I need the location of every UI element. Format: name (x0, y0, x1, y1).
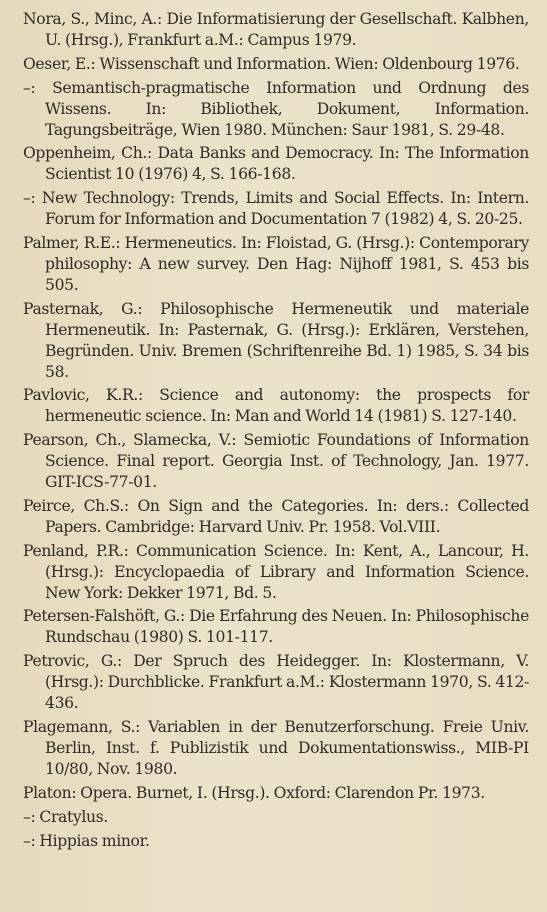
reference-author: –: (23, 78, 36, 97)
reference-entry (23, 651, 529, 714)
reference-entry (23, 299, 529, 383)
reference-text: Semiotic Foundations of Information Science. Final report. Georgia Inst. of Technology, Jan. 1977. GIT-ICS-77-01. (45, 431, 529, 492)
reference-text: Hermeneutics. In: Floistad, G. (Hrsg.): Contemporary philosophy: A new survey. Den Hag: Nijhoff 1981, S. 453 bis 505. (45, 234, 529, 294)
reference-entry (23, 54, 529, 75)
reference-author: Oppenheim, Ch.: (23, 144, 152, 163)
reference-text: New Technology: Trends, Limits and Social Effects. In: Intern. Forum for Information and Documentation 7 (1982) 4, S. 20-25. (41, 189, 529, 229)
reference-author: Peirce, Ch.S.: (23, 496, 129, 515)
reference-entry (23, 783, 529, 804)
reference-author: Platon: (23, 783, 77, 802)
reference-entry (23, 807, 529, 828)
reference-text: Philosophische Hermeneutik und materiale Hermeneutik. In: Pasternak, G. (Hrsg.): Erklären, Verstehen, Begründen. Univ. Bremen (Schriftenreihe Bd. 1) 1985, S. 34 bis 58. (45, 299, 529, 381)
reference-text: Die Informatisierung der Gesellschaft. Kalbhen, U. (Hrsg.), Frankfurt a.M.: Campus 1979. (45, 10, 529, 49)
reference-entry (23, 606, 529, 648)
reference-entry (23, 233, 529, 296)
reference-author: Plagemann, S.: (23, 718, 141, 736)
reference-entry (23, 717, 529, 780)
reference-entry (23, 385, 529, 427)
reference-author: Petersen-Falshöft, G.: (23, 607, 185, 626)
reference-entry (23, 541, 529, 604)
reference-author: –: (23, 189, 36, 208)
reference-text: Die Erfahrung des Neuen. In: Philosophische Rundschau (1980) S. 101-117. (45, 607, 529, 647)
reference-entry (23, 78, 529, 141)
reference-text: Hippias minor. (39, 831, 150, 850)
reference-entry (23, 496, 529, 538)
reference-author: Penland, P.R.: (23, 541, 129, 560)
reference-list (23, 9, 529, 851)
reference-author: Nora, S., Minc, A.: (23, 10, 162, 28)
reference-entry (23, 831, 529, 852)
reference-text: Variablen in der Benutzerforschung. Freie Univ. Berlin, Inst. f. Publizistik und Dokumentationswiss., MIB-PI 10/80, Nov. 1980. (45, 718, 529, 778)
reference-text: Cratylus. (39, 807, 108, 826)
reference-text: Der Spruch des Heidegger. In: Klostermann, V. (Hrsg.): Durchblicke. Frankfurt a.M.: Klostermann 1970, S. 412-436. (45, 652, 529, 713)
reference-author: Pavlovic, K.R.: (23, 386, 143, 405)
reference-author: Palmer, R.E.: (23, 234, 121, 253)
reference-author: –: (23, 807, 36, 826)
reference-text: Wissenschaft und Information. Wien: Oldenbourg 1976. (99, 54, 520, 73)
reference-entry (23, 9, 529, 51)
reference-text: Semantisch-pragmatische Information und Ordnung des Wissens. In: Bibliothek, Dokument, Information. Tagungsbeiträge, Wien 1980. München: Saur 1981, S. 29-48. (45, 78, 529, 139)
reference-entry (23, 188, 529, 230)
reference-text: On Sign and the Categories. In: ders.: Collected Papers. Cambridge: Harvard Univ. Pr. 1958. Vol.VIII. (45, 496, 530, 536)
reference-author: –: (23, 831, 36, 850)
reference-text: Opera. Burnet, I. (Hrsg.). Oxford: Clarendon Pr. 1973. (80, 783, 485, 802)
reference-author: Petrovic, G.: (23, 652, 122, 671)
reference-author: Pearson, Ch., Slamecka, V.: (23, 431, 237, 450)
reference-text: Science and autonomy: the prospects for hermeneutic science. In: Man and World 14 (1981) S. 127-140. (45, 386, 529, 426)
reference-entry (23, 430, 529, 493)
reference-author: Pasternak, G.: (23, 299, 143, 318)
reference-text: Data Banks and Democracy. In: The Information Scientist 10 (1976) 4, S. 166-168. (45, 144, 529, 184)
reference-text: Communication Science. In: Kent, A., Lancour, H. (Hrsg.): Encyclopaedia of Library and Information Science. New York: Dekker 1971, Bd. 5. (45, 541, 529, 602)
reference-entry (23, 143, 529, 185)
reference-author: Oeser, E.: (23, 54, 96, 73)
